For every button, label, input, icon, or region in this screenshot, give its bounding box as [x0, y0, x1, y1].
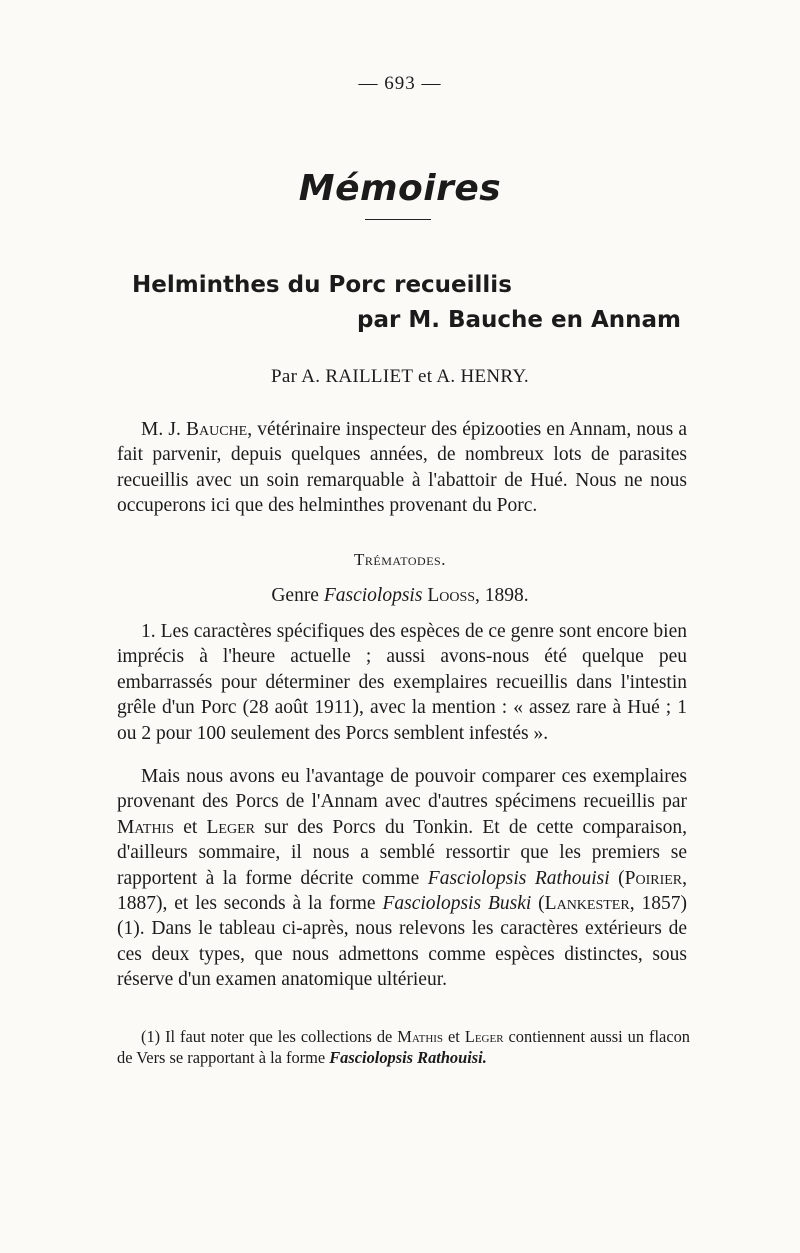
p3-text-c: sur des Porcs du Tonkin. Et de cette comparaison, d'ailleurs sommaire, il nous a semblé ressortir que les premiers se rapportent à la forme décrite comme [117, 816, 687, 889]
footnote-species: Fasciolopsis Rathouisi. [329, 1048, 487, 1067]
section-heading-trematodes [0, 550, 800, 570]
intro-text: , vétérinaire inspecteur des épizooties en Annam, nous a fait parvenir, depuis quelques années, de nombreux lots de parasites recueillis avec un soin remarquable à l'abattoir de Hué. Nous ne nous occuperons ici que des helminthes provenant du Porc. [117, 419, 687, 517]
footnote-text-b: et [448, 1027, 460, 1046]
paragraph-1: 1. Les caractères spécifiques des espèces de ce genre sont encore bien imprécis à l'heure actuelle ; aussi avons-nous été quelque peu embarrassés pour déterminer des exemplaires recueillis dans l'intestin grêle d'un Porc (28 août 1911), avec la mention : « assez rare à Hué ; 1 ou 2 pour 100 seulement des Porcs semblent infestés ». [117, 621, 687, 744]
section-title: Mémoires [298, 168, 502, 209]
name-leger: Leger [206, 816, 255, 838]
genre-prefix: Genre [271, 585, 319, 606]
genre-author: Looss [427, 585, 476, 606]
footnote-mathis: Mathis [397, 1027, 444, 1046]
name-lankester: Lankester [544, 893, 630, 915]
title-rule [365, 219, 431, 220]
p3-text-a: Mais nous avons eu l'avantage de pouvoir comparer ces exemplaires provenant des Porcs de l'Annam avec d'autres spécimens recueillis par [117, 766, 687, 813]
byline-and: et [418, 366, 433, 387]
footnote [117, 1026, 690, 1068]
byline-prefix: Par [271, 366, 298, 387]
page-number: — 693 — [358, 73, 442, 94]
footnote-leger: Leger [464, 1027, 504, 1046]
byline [0, 366, 800, 388]
article-title-line-1: Helminthes du Porc recueillis [132, 272, 512, 298]
genre-year: , 1898. [475, 585, 529, 606]
genre-name: Fasciolopsis [323, 585, 423, 606]
genre-heading [0, 585, 800, 607]
paragraph-2 [117, 764, 687, 993]
p3-text-f: ( [538, 893, 545, 915]
heading-text: Trématodes. [354, 550, 446, 569]
article-title-line-2: par M. Bauche en Annam [357, 307, 682, 333]
footnote-text-a: (1) Il faut noter que les collections de [141, 1027, 393, 1046]
author-railliet: A. RAILLIET [301, 366, 413, 387]
p3-text-d: ( [618, 867, 625, 889]
p3-text-b: et [183, 816, 198, 838]
author-henry: A. HENRY. [436, 366, 529, 387]
species-rathouisi: Fasciolopsis Rathouisi [427, 867, 610, 889]
name-bauche: Bauche [186, 419, 248, 440]
name-mathis: Mathis [117, 816, 175, 838]
p3-text-g: , 1857) (1). Dans le tableau ci-après, nous relevons les caractères extérieurs de ces deux types, que nous admettons comme espèces distinctes, sous réserve d'un examen anatomique ultérieur. [117, 893, 687, 991]
paragraph-intro [117, 417, 687, 519]
name-poirier: Poirier [624, 867, 683, 889]
intro-lead: M. J. [141, 419, 181, 440]
species-buski: Fasciolopsis Buski [382, 893, 532, 915]
p3-text-e: , 1887), et les seconds à la forme [117, 867, 688, 915]
footnote-text-c: contiennent aussi un flacon de Vers se rapportant à la forme [117, 1027, 690, 1067]
